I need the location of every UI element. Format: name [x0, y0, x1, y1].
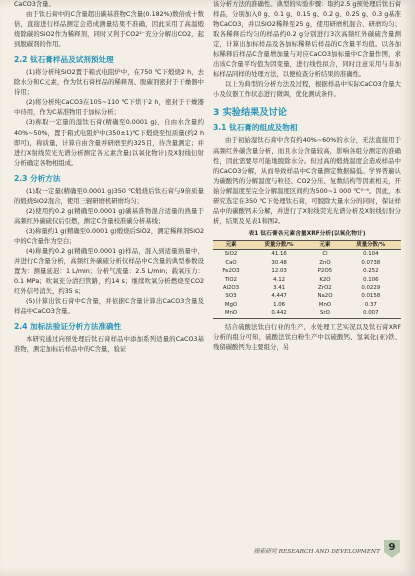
- section-heading-2-4: 2.4 加标法验证分析方法准确性: [14, 322, 122, 332]
- table-row: [213, 259, 401, 267]
- table-cell: 1.06: [273, 301, 286, 308]
- table-header-cell: 元素: [309, 240, 340, 249]
- table-cell: Na2O: [317, 293, 333, 300]
- table-cell: 0.0229: [361, 284, 381, 291]
- table-cell: 12.03: [271, 268, 287, 275]
- table-row: [213, 267, 401, 275]
- table-row: [213, 276, 401, 284]
- paragraph: 由于钛石膏中的C含量超出碳基准物C含量(0.182%)数倍或十数倍，直接进行样品测定会造成测量结果不准确，因此采用了高温煅烧除碳的SiO2作为稀释剂，同时又利于CO2²⁻充分分解出CO2，起到脱碳剂的作用。: [14, 11, 204, 49]
- paragraph: 该分析方法的准确性。典型的实验步骤：取约2.5 g预处理后钛石膏样品，分别加入0 g、0.1 g、0.15 g、0.2 g、0.25 g、0.3 g基准物CaCO3，并以SiO2稀释至25 g，使用研磨机混合、研磨均匀；取各稀释后均匀的样品约0.2 g分别进行3次高频红外碳硫含量测定，计算出加标样品及各加标稀释后样品的C含量平均值。以各加标稀释后样品C含量增加量与对应CaCO3加标量中C含量作图，求出该C含量平均值为因变量，进行线性拟合，同时注意采用与非加标样品同样的处理方法，以便检查分析结果的准确性。: [213, 1, 401, 79]
- table-cell: 30.48: [271, 259, 287, 266]
- table-cell: CaO: [225, 259, 237, 266]
- paragraph: (1)将分析纯SiO2置于箱式电阻炉中，在750 ℃下煅烧2 h，去除水分和C元素，作为钛石膏样品的稀释剂、脱碳剂密封于干燥器中待用；: [14, 69, 204, 97]
- left-column: [14, 0, 204, 355]
- table-cell: ZnO: [319, 259, 331, 266]
- paragraph: (2)将分析纯CaCO3在105~110 ℃下烘干2 h，密封于干燥器中待用，作为C基准物用于加标分析；: [14, 99, 204, 117]
- table-cell: SrO: [309, 309, 340, 318]
- table-cell: 0.0158: [361, 293, 381, 300]
- table-cell: 0.104: [363, 251, 379, 258]
- table-row: [213, 292, 401, 300]
- table-cell: Fe2O3: [222, 268, 240, 275]
- table-cell: 0.007: [341, 309, 401, 318]
- table-cell: MnO: [318, 301, 332, 308]
- table-header-cell: 质量分数/%: [341, 240, 401, 249]
- paragraph: 本研究通过向预处理后钛石膏样品中添加系列适量的CaCO3基准物，测定加标后样品中的C含量，验证: [14, 336, 204, 354]
- table-header-row: [213, 240, 401, 249]
- table-row: [213, 284, 401, 292]
- section-heading-3-1: 3.1 钛石膏的组成及物相: [213, 123, 298, 133]
- section-heading-2-2: 2.2 钛石膏样品及试剂预处理: [14, 55, 114, 65]
- table-cell: 0.442: [249, 309, 309, 318]
- paragraph: (1)取一定量(精确至0.0001 g)350 ℃煅烧后钛石膏与9倍质量的煅烧SiO2混合，使用三辊研磨机研磨均匀；: [14, 187, 204, 205]
- section-heading-3: 3 实验结果及讨论: [213, 107, 287, 119]
- table-header-cell: 质量分数/%: [249, 240, 309, 249]
- table-cell: Al2O3: [222, 284, 240, 291]
- table-cell: 3.41: [273, 284, 286, 291]
- table-row: [213, 309, 401, 318]
- section-heading-2-3: 2.3 分析方法: [14, 173, 61, 183]
- paragraph: 以上为典型的分析方法及过程，根据样品中实际CaCO3含量大小及仪器工作状态进行微调，优化测试条件。: [213, 81, 401, 99]
- table-cell: 0.37: [364, 301, 377, 308]
- right-column: [213, 0, 401, 353]
- page-number: 9: [388, 542, 396, 553]
- table-cell: SO3: [225, 293, 237, 300]
- table-cell: 0.0738: [361, 259, 381, 266]
- footer-running-title: 探索研究 RESEARCH AND DEVELOPMENT: [253, 549, 380, 555]
- paragraph: (2)使用约0.2 g(精确至0.0001 g)碳基准物混合适量的熟量于高频红外碳硫仪后引燃，测定C含量校准碳分析基线；: [14, 207, 204, 225]
- table-header-cell: 元素: [213, 240, 249, 249]
- table-cell: Cl: [322, 251, 328, 258]
- table-cell: 41.16: [271, 251, 287, 258]
- table-row: [213, 301, 401, 309]
- paragraph: 由于初始湿钛石膏中含有约40%~60%的水分，无法直接用于高频红外碳含量分析，而且水分含量较高，影响各组分测定的准确性，因此需要尽可能地脱除水分。但过高的煅烧温度会造成样品中的CaCO3分解，从而导致样品中C含量测定数据偏低。学界普遍认为碳酸钙的分解温度与粒径、CO2分压、复数结构等因素相关，开始分解温度至完全分解温度区间约为500~1 000 ℃⁵⁻⁶。因此，本研究选定在350 ℃下处理钛石膏，可脱除大量水分的同时，保证样品中的碳酸钙未分解，并进行了X射线荧光光谱分析及X射线衍射分析，结果及见表1和图2。: [213, 137, 401, 225]
- paragraph: (3)称量约1 g(精确至0.0001 g)煅烧后SiO2，测定稀释剂SiO2中的C含量作为空白；: [14, 227, 204, 245]
- table-caption: 表1 钛石膏各元素含量XRF分析(以氧化物计): [248, 230, 366, 237]
- table-cell: TiO2: [224, 276, 238, 283]
- paragraph: (5)计算出钛石膏中C含量，并依据C含量计算出CaCO3含量及样品中CaCO3含量。: [14, 298, 204, 316]
- table-row: [213, 250, 401, 259]
- table-body: [213, 250, 401, 318]
- table-cell: ZrO2: [318, 284, 332, 291]
- paragraph: (3)称取一定量的湿钛石膏(精确至0.0001 g)，自由水含量约40%~50%，置于箱式电阻炉中(350±1)℃下煅烧至恒质量(约2 h即可)，称质量，计算自由含量并研磨至约325目，待含量测定；并进行X射线荧光光谱分析测定各元素含量(以氧化物计)及X射线衍射分析确定各物相组成。: [14, 119, 204, 167]
- table-cell: 4.447: [271, 293, 287, 300]
- paragraph: 结合硫酸法钛白行业的生产、水处理工艺实况以及钛石膏XRF分析的组分可知，硫酸法钛白粉生产中以硫酸钙、氢氧化(亚)铁、残留碳酸钙为主要组分，另: [213, 323, 401, 351]
- xrf-table: [213, 240, 401, 319]
- page-number-badge: [381, 538, 403, 560]
- paragraph: CaCO3含量。: [14, 1, 55, 8]
- table-cell: P2O5: [317, 268, 333, 275]
- paragraph: (4)称量约0.2 g(精确至0.0001 g)样品，混入到适量熟量中，并进行C含量分析，高频红外碳硫分析仪样品中C含量的典型参数设置为：测量延迟：1 L/min；分析气流量：2.5 L/min；载氧压力：0.1 MPa；吹氧充分清扫管路，约14 s；继续吹氧分析燃烧至CO2红外信号消失，约35 s；: [14, 247, 204, 296]
- table-cell: 0.252: [363, 268, 379, 275]
- table-cell: 0.106: [363, 276, 379, 283]
- table-cell: 4.12: [273, 276, 286, 283]
- table-cell: SiO2: [224, 251, 238, 258]
- table-cell: MnO: [213, 309, 249, 318]
- table-cell: K2O: [319, 276, 331, 283]
- table-cell: MgO: [224, 301, 238, 308]
